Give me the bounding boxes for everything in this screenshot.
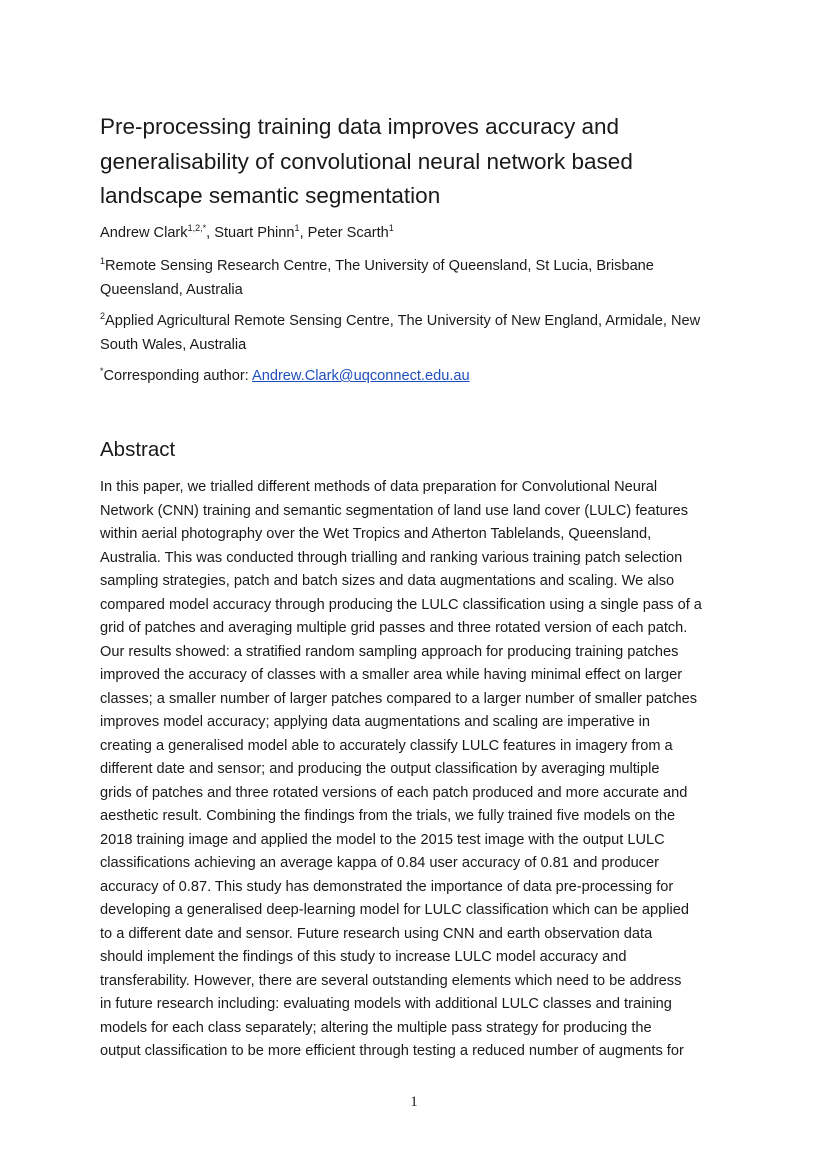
affiliation-text: Applied Agricultural Remote Sensing Centre, The University of New England, Armidale, New South Wales, Australia [100,313,701,353]
corresponding-marker: * [100,366,104,376]
abstract-line: in future research including: evaluating models with additional LULC classes and training [100,996,672,1012]
abstract-line: classifications achieving an average kappa of 0.84 user accuracy of 0.81 and producer [100,855,659,871]
abstract-line: should implement the findings of this study to increase LULC model accuracy and [100,949,627,965]
abstract-line: Our results showed: a stratified random sampling approach for producing training patches [100,643,679,660]
abstract-line: 2018 training image and applied the model to the 2015 test image with the output LULC [100,831,665,848]
author-name: Peter Scarth [307,225,389,241]
abstract-line: improved the accuracy of classes with a smaller area while having minimal effect on larger [100,667,683,683]
abstract-heading: Abstract [100,438,176,461]
abstract-line: creating a generalised model able to accurately classify LULC features in imagery from a [100,737,673,754]
abstract-line: Network (CNN) training and semantic segmentation of land use land cover (LULC) features [100,502,689,519]
title-line: generalisability of convolutional neural network based [100,148,633,174]
author-name: Stuart Phinn [214,225,295,241]
title-line: Pre-processing training data improves accuracy and [100,114,620,139]
corresponding-author [100,366,470,386]
corresponding-email-link[interactable]: Andrew.Clark@uqconnect.edu.au [251,368,470,384]
abstract-line: grids of patches and three rotated versions of each patch produced and more accurate and [100,784,688,801]
author-affiliation-marker: 1 [294,223,300,233]
abstract-line: sampling strategies, patch and batch sizes and data augmentations and scaling. We also [100,573,675,589]
author-affiliation-marker: 1 [388,223,394,233]
author-name: Andrew Clark [100,225,188,241]
affiliation-marker: 2 [100,311,106,321]
abstract-line: output classification to be more efficient through testing a reduced number of augments for [100,1043,684,1059]
abstract-line: grid of patches and averaging multiple grid passes and three rotated version of each patch. [100,620,688,636]
abstract-line: accuracy of 0.87. This study has demonstrated the importance of data pre-processing for [100,878,674,895]
author-separator: , [206,225,215,241]
paper-title [100,110,740,214]
abstract-line: classes; a smaller number of larger patches compared to a larger number of smaller patches [100,690,697,707]
author-separator: , [299,225,308,241]
abstract-line: Australia. This was conducted through trialling and ranking various training patch selection [100,549,683,566]
abstract-line: transferability. However, there are several outstanding elements which need to be address [100,972,682,989]
abstract-line: improves model accuracy; applying data augmentations and scaling are imperative in [100,714,650,730]
affiliation-text: Remote Sensing Research Centre, The University of Queensland, St Lucia, Brisbane Queensland, Australia [100,258,654,298]
abstract-line: compared model accuracy through producing the LULC classification using a single pass of a [100,596,702,613]
affiliation [100,255,740,302]
abstract-line: models for each class separately; altering the multiple pass strategy for producing the [100,1019,652,1036]
affiliation-marker: 1 [100,256,106,266]
affiliation [100,310,740,357]
abstract-line: In this paper, we trialled different methods of data preparation for Convolutional Neural [100,479,658,495]
abstract-line: developing a generalised deep-learning model for LULC classification which can be applied [100,902,689,918]
abstract-body [100,476,732,1064]
author-affiliation-marker: 1,2,* [187,223,207,233]
corresponding-label: Corresponding author: [103,368,252,384]
abstract-line: to a different date and sensor. Future research using CNN and earth observation data [100,925,653,942]
abstract-line: different date and sensor; and producing the output classification by averaging multiple [100,761,660,777]
page-number: 1 [410,1094,418,1110]
author-list [100,223,394,243]
abstract-line: aesthetic result. Combining the findings from the trials, we fully trained five models on the [100,808,676,824]
abstract-line: within aerial photography over the Wet Tropics and Atherton Tablelands, Queensland, [100,526,652,542]
title-line: landscape semantic segmentation [100,183,441,208]
